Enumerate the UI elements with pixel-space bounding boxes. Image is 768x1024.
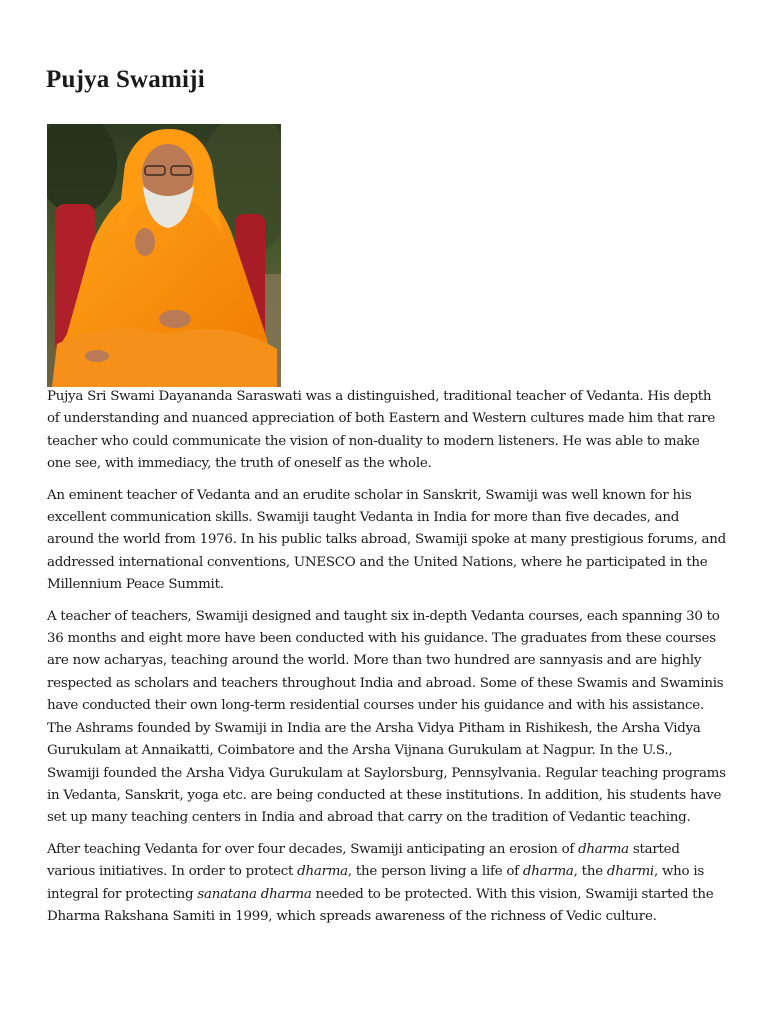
page-title: Pujya Swamiji [46, 66, 205, 93]
portrait-photo [47, 124, 281, 387]
dharma-text-1: After teaching Vedanta for over four decades, Swamiji anticipating an erosion of [47, 841, 579, 857]
paragraph-courses: A teacher of teachers, Swamiji designed and taught six in-depth Vedanta courses, each spanning 30 to 36 months and eight more have been conducted with his guidance. The graduates from these courses are now acharyas, teaching around the world. More than two hundred are sannyasis and are highly respected as scholars and teachers throughout India and abroad. Some of these Swamis and Swaminis have conducted their own long-term residential courses under his guidance and with his assistance. The Ashrams founded by Swamiji in India are the Arsha Vidya Pitham in Rishikesh, the Arsha Vidya Gurukulam at Annaikatti, Coimbatore and the Arsha Vijnana Gurukulam at Nagpur. In the U.S., Swamiji founded the Arsha Vidya Gurukulam at Saylorsburg, Pennsylvania. Regular teaching programs in Vedanta, Sanskrit, yoga etc. are being conducted at these institutions. In addition, his students have set up many teaching centers in India and abroad that carry on the tradition of Vedantic teaching. [47, 608, 726, 826]
dharma-text-2: started various initiatives. In order to protect [47, 841, 680, 880]
portrait-photo-illustration [47, 124, 281, 387]
dharma-italic-4: dharmi [606, 864, 654, 880]
dharma-text-3: , the person living a life of [347, 864, 523, 880]
dharma-italic-2: dharma [297, 864, 348, 880]
paragraph-dharma [47, 839, 727, 929]
paragraph-teacher: An eminent teacher of Vedanta and an erudite scholar in Sanskrit, Swamiji was well known for his excellent communication skills. Swamiji taught Vedanta in India for more than five decades, and around the world from 1976. In his public talks abroad, Swamiji spoke at many prestigious forums, and addressed international conventions, UNESCO and the United Nations, where he participated in the Millennium Peace Summit. [47, 487, 726, 593]
dharma-italic-1: dharma [578, 841, 629, 857]
paragraph-intro: Pujya Sri Swami Dayananda Saraswati was a distinguished, traditional teacher of Vedanta. His depth of understanding and nuanced appreciation of both Eastern and Western cultures made him that rare teacher who could communicate the vision of non-duality to modern listeners. He was able to make one see, with immediacy, the truth of oneself as the whole. [47, 389, 716, 472]
dharma-italic-3: dharma [522, 864, 574, 880]
article-body [47, 386, 727, 937]
dharma-italic-5: sanatana dharma [197, 886, 312, 902]
dharma-text-4: , the [573, 864, 607, 880]
dharma-text-6: needed to be protected. With this vision, Swamiji started the Dharma Rakshana Samiti in 1999, which spreads awareness of the richness of Vedic culture. [47, 886, 714, 924]
dharma-text-5: , who is integral for protecting [47, 864, 705, 902]
